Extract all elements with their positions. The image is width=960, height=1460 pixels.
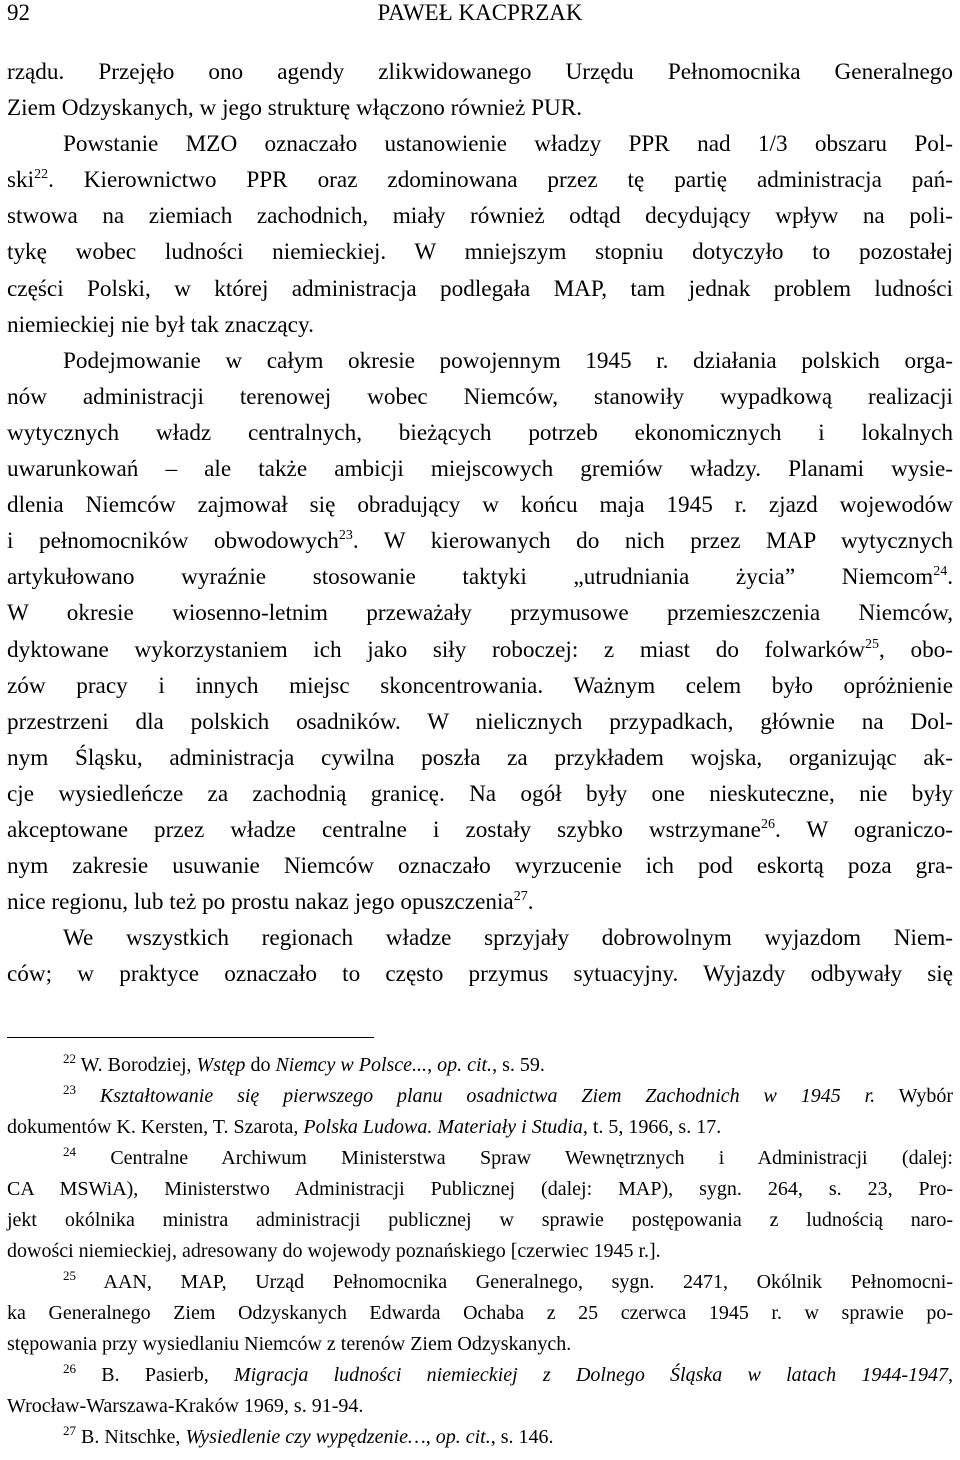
footnote-27 [7, 1422, 953, 1453]
text-line: tykę wobec ludności niemieckiej. W mniejszym stopniu dotyczyło to pozostałej [7, 239, 953, 266]
text-line: nów administracji terenowej wobec Niemców, stanowiły wypadkową realizacji [7, 383, 953, 410]
footnote-24 [7, 1143, 953, 1267]
text-line: wytycznych władz centralnych, bieżących potrzeb ekonomicznych i lokalnych [7, 419, 953, 446]
text-line: Ziem Odzyskanych, w jego strukturę włączono również PUR. [7, 95, 583, 122]
footnote-23 [7, 1081, 953, 1143]
footnote-line: $^{26}$ B. Pasierb, Migracja ludności niemieckiej z Dolnego Śląska w latach 1944-1947, [63, 1361, 953, 1386]
footnote-line: ka Generalnego Ziem Odzyskanych Edwarda Ochaba z 25 czerwca 1945 r. w sprawie po- [7, 1302, 953, 1324]
footnote-ref-24[interactable]: 24 [933, 564, 948, 580]
footnote-26 [7, 1360, 953, 1422]
footnote-separator [7, 1037, 374, 1038]
text-line: zów pracy i innych miejsc skoncentrowania. Ważnym celem było opróżnienie [7, 672, 953, 699]
footnote-line: $^{22}$ W. Borodziej, Wstęp do Niemcy w Polsce..., op. cit., s. 59. [63, 1051, 545, 1076]
text-line: ski$^{22}$. Kierownictwo PPR oraz zdominowana przez tę partię administracja pań- [7, 167, 953, 194]
text-line: dyktowane wykorzystaniem ich jako siły roboczej: z miast do folwarków$^{25}$, obo- [7, 636, 953, 663]
footnote-line: Wrocław-Warszawa-Kraków 1969, s. 91-94. [7, 1395, 364, 1417]
text-line: cje wysiedleńcze za zachodnią granicę. Na ogół były one nieskuteczne, nie były [7, 780, 953, 807]
text-line: W okresie wiosenno-letnim przeważały przymusowe przemieszczenia Niemców, [7, 600, 953, 627]
footnote-ref-26[interactable]: 26 [760, 816, 775, 832]
footnote-line: dokumentów K. Kersten, T. Szarota, Polska Ludowa. Materiały i Studia, t. 5, 1966, s. 17. [7, 1116, 722, 1138]
text-line: nym zakresie usuwanie Niemców oznaczało wyrzucenie ich pod eskortą poza gra- [7, 853, 953, 880]
paragraph [7, 54, 953, 126]
text-line: uwarunkowań – ale także ambicji miejscowych gremiów władzy. Planami wysie- [7, 456, 953, 483]
paragraph [7, 920, 953, 992]
footnote-line: $^{24}$ Centralne Archiwum Ministerstwa Spraw Wewnętrznych i Administracji (dalej: [63, 1144, 953, 1169]
text-line: ców; w praktyce oznaczało to często przymus sytuacyjny. Wyjazdy odbywały się [7, 961, 953, 988]
footnote-line: stępowania przy wysiedlaniu Niemców z terenów Ziem Odzyskanych. [7, 1333, 572, 1355]
running-head: PAWEŁ KACPRZAK [377, 0, 583, 25]
paragraph [7, 126, 953, 343]
paragraph [7, 343, 953, 921]
footnote-line: CA MSWiA), Ministerstwo Administracji Publicznej (dalej: MAP), sygn. 264, s. 23, Pro- [7, 1178, 953, 1200]
body-text [7, 54, 953, 992]
text-line: przestrzeni dla polskich osadników. W nielicznych przypadkach, głównie na Dol- [7, 708, 953, 735]
footnote-ref-23[interactable]: 23 [338, 528, 353, 544]
text-line: i pełnomocników obwodowych$^{23}$. W kierowanych do nich przez MAP wytycznych [7, 528, 953, 555]
text-line: artykułowano wyraźnie stosowanie taktyki „utrudniania życia” Niemcom$^{24}$. [7, 564, 953, 591]
text-line: rządu. Przejęło ono agendy zlikwidowanego Urzędu Pełnomocnika Generalnego [7, 59, 953, 85]
footnotes [7, 1050, 953, 1453]
footnote-22 [7, 1050, 953, 1081]
text-line: nice regionu, lub też po prostu nakaz jego opuszczenia$^{27}$. [7, 889, 534, 916]
page-header [7, 0, 953, 30]
text-line: stwowa na ziemiach zachodnich, miały również odtąd decydujący wpływ na poli- [7, 203, 953, 230]
footnote-line: $^{25}$ AAN, MAP, Urząd Pełnomocnika Generalnego, sygn. 2471, Okólnik Pełnomocni- [63, 1268, 953, 1293]
footnote-line: $^{27}$ B. Nitschke, Wysiedlenie czy wypędzenie…, op. cit., s. 146. [63, 1423, 554, 1448]
text-line: akceptowane przez władze centralne i zostały szybko wstrzymane$^{26}$. W ograniczo- [7, 816, 954, 843]
text-line: dlenia Niemców zajmował się obradujący w końcu maja 1945 r. zjazd wojewodów [7, 492, 953, 519]
footnote-ref-27[interactable]: 27 [513, 889, 528, 905]
text-line: Powstanie MZO oznaczało ustanowienie władzy PPR nad 1/3 obszaru Pol- [63, 131, 953, 158]
footnote-25 [7, 1267, 953, 1360]
footnote-line: jekt okólnika ministra administracji publicznej w sprawie postępowania z ludnością naro- [7, 1209, 953, 1231]
footnote-line: $^{23}$ Kształtowanie się pierwszego planu osadnictwa Ziem Zachodnich w 1945 r. Wybór [63, 1082, 953, 1107]
page-number: 92 [7, 0, 30, 25]
footnote-ref-22[interactable]: 22 [34, 167, 49, 183]
text-line: części Polski, w której administracja podlegała MAP, tam jednak problem ludności [7, 275, 953, 302]
text-line: We wszystkich regionach władze sprzyjały dobrowolnym wyjazdom Niem- [63, 925, 953, 952]
footnote-ref-25[interactable]: 25 [865, 636, 880, 652]
footnote-line: dowości niemieckiej, adresowany do wojewody poznańskiego [czerwiec 1945 r.]. [7, 1240, 661, 1262]
text-line: nym Śląsku, administracja cywilna poszła za przykładem wojska, organizując ak- [7, 744, 953, 771]
text-line: niemieckiej nie był tak znaczący. [7, 311, 314, 338]
text-line: Podejmowanie w całym okresie powojennym 1945 r. działania polskich orga- [63, 347, 953, 374]
